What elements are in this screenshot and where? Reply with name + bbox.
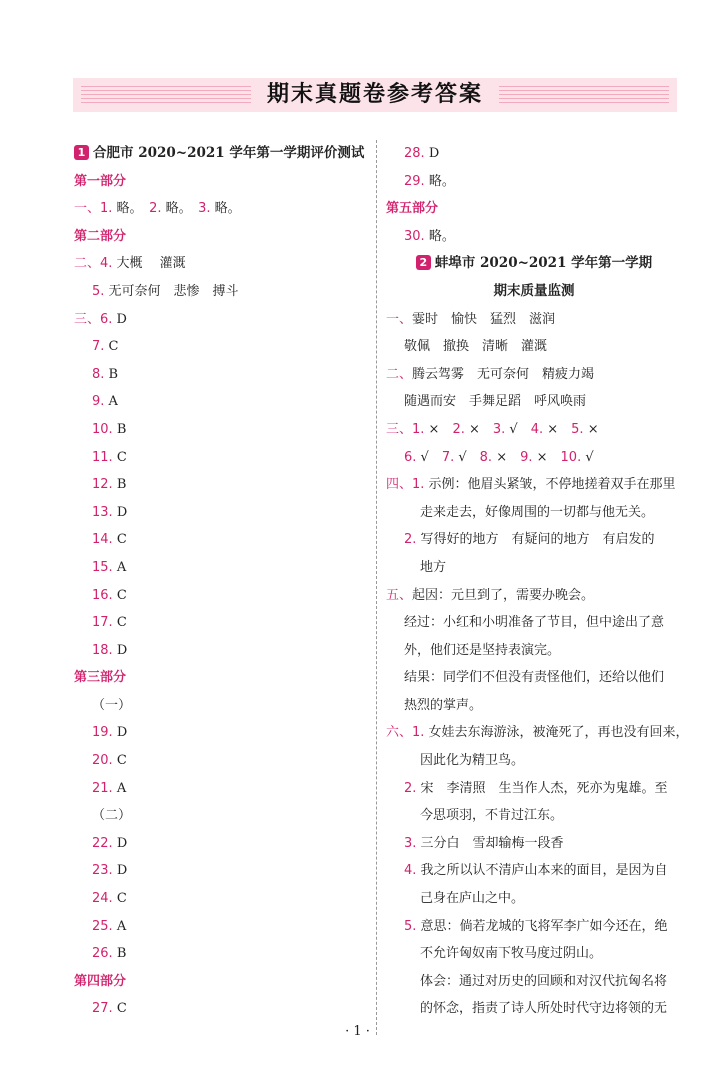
answer-text: A xyxy=(112,559,127,575)
question-number: 29. xyxy=(404,173,425,189)
answer-text: B xyxy=(112,421,127,437)
answer-text: √ xyxy=(505,421,531,437)
answer-text: C xyxy=(112,891,127,907)
section-prefix: 三、 xyxy=(386,421,413,437)
answer-text: 无可奈何 悲惨 搏斗 xyxy=(104,283,239,299)
answer-text: 霎时 愉快 猛烈 滋润 xyxy=(412,311,556,327)
answer-text: × xyxy=(583,421,599,437)
question-number: 18. xyxy=(92,642,113,658)
answer-line xyxy=(74,499,364,527)
answer-text: 宋 李清照 生当作人杰，死亦为鬼雄。至 xyxy=(416,780,668,796)
answer-text: D xyxy=(112,725,128,741)
answer-line xyxy=(386,940,682,968)
answer-line xyxy=(74,637,364,665)
answer-line xyxy=(74,333,364,361)
answer-line xyxy=(74,471,364,499)
answer-text: 走来走去，好像周围的一切都与他无关。 xyxy=(420,504,655,520)
question-number: 23. xyxy=(92,863,113,879)
exam-subheading: 期末质量监测 xyxy=(493,282,575,299)
question-number: 4. xyxy=(530,421,544,437)
exam-number-badge: 1 xyxy=(74,145,89,160)
answer-text: A xyxy=(104,394,118,410)
right-column xyxy=(386,140,689,1023)
exam-number-badge: 2 xyxy=(416,255,431,270)
answer-text: B xyxy=(112,946,127,962)
answer-text: D xyxy=(112,504,128,520)
answer-line xyxy=(386,857,682,885)
answer-line xyxy=(74,416,364,444)
answer-line xyxy=(74,582,364,610)
section-prefix: 一、 xyxy=(74,201,101,217)
section-prefix: 二、 xyxy=(386,366,413,382)
answer-text: × xyxy=(532,449,561,465)
answer-line xyxy=(74,719,364,747)
section-prefix: 二、 xyxy=(74,256,101,272)
question-number: 14. xyxy=(92,532,113,548)
question-number: 1. xyxy=(412,725,425,741)
answer-text: A xyxy=(112,780,127,796)
question-number: 1. xyxy=(412,477,425,493)
question-number: 6. xyxy=(404,449,417,465)
answer-line xyxy=(74,775,364,803)
answer-text: D xyxy=(112,642,128,658)
column-divider xyxy=(376,140,377,1035)
question-number: 2. xyxy=(452,421,465,437)
question-number: 8. xyxy=(92,366,105,382)
answer-line xyxy=(74,361,364,389)
answer-line xyxy=(386,361,682,389)
answer-text: 腾云驾雾 无可奈何 精疲力竭 xyxy=(412,366,595,382)
answer-text: × xyxy=(543,421,572,437)
question-number: 6. xyxy=(100,311,113,327)
answer-line xyxy=(74,692,364,720)
question-number: 19. xyxy=(92,725,113,741)
question-number: 11. xyxy=(92,449,113,465)
answer-line xyxy=(386,637,682,665)
answer-text: D xyxy=(112,863,128,879)
answer-line xyxy=(386,582,682,610)
question-number: 2. xyxy=(404,532,417,548)
question-number: 1. xyxy=(100,201,113,217)
answer-text: 略。 xyxy=(161,201,199,217)
question-number: 9. xyxy=(92,394,105,410)
question-number: 2. xyxy=(149,201,162,217)
answer-text: 敬佩 撤换 清晰 灌溉 xyxy=(404,339,548,355)
answer-text: 经过：小红和小明准备了节目，但中途出了意 xyxy=(404,615,665,631)
exam-heading: 蚌埠市 2020~2021 学年第一学期 xyxy=(434,255,653,272)
answer-line xyxy=(386,664,682,692)
question-number: 9. xyxy=(520,449,533,465)
answer-line xyxy=(386,168,682,196)
section-prefix: 四、 xyxy=(386,477,413,493)
answer-text: A xyxy=(112,918,127,934)
question-number: 27. xyxy=(92,1001,113,1017)
left-column xyxy=(74,140,364,1023)
question-number: 17. xyxy=(92,615,113,631)
answer-line xyxy=(386,499,682,527)
question-number: 13. xyxy=(92,504,113,520)
answer-line xyxy=(386,554,682,582)
answer-line xyxy=(386,609,682,637)
question-number: 7. xyxy=(441,449,455,465)
answer-text: √ xyxy=(454,449,480,465)
question-number: 15. xyxy=(92,559,113,575)
answer-text: C xyxy=(112,449,127,465)
question-number: 3. xyxy=(404,835,417,851)
answer-line xyxy=(386,913,682,941)
answer-text: 我之所以认不清庐山本来的面目，是因为自 xyxy=(416,863,668,879)
question-number: 24. xyxy=(92,891,113,907)
question-number: 3. xyxy=(198,201,211,217)
answer-text: 三分白 雪却输梅一段香 xyxy=(416,835,564,851)
answer-text: 随遇而安 手舞足蹈 呼风唤雨 xyxy=(404,394,587,410)
section-heading: 第二部分 xyxy=(74,228,127,244)
answer-line xyxy=(386,692,682,720)
answer-text: 外，他们还是坚持表演完。 xyxy=(404,642,561,658)
question-number: 16. xyxy=(92,587,113,603)
question-number: 4. xyxy=(100,256,113,272)
answer-line xyxy=(74,830,364,858)
answer-text: √ xyxy=(416,449,442,465)
question-number: 22. xyxy=(92,835,113,851)
answer-line xyxy=(74,250,364,278)
answer-text: 不允许匈奴南下牧马度过阴山。 xyxy=(420,946,603,962)
question-number: 4. xyxy=(404,863,417,879)
answer-text: 略。 xyxy=(112,201,150,217)
section-prefix: 一、 xyxy=(386,311,413,327)
answer-text: 的怀念，指责了诗人所处时代守边将领的无 xyxy=(420,1001,668,1017)
answer-text: 示例：他眉头紧皱，不停地搓着双手在那里 xyxy=(424,477,676,493)
section-prefix: 三、 xyxy=(74,311,101,327)
answer-line xyxy=(74,444,364,472)
answer-line xyxy=(74,995,364,1023)
answer-line xyxy=(386,526,682,554)
answer-line xyxy=(386,444,682,472)
question-number: 10. xyxy=(560,449,582,465)
answer-line xyxy=(386,140,682,168)
answer-line xyxy=(386,223,682,251)
section-heading: 第三部分 xyxy=(74,670,127,686)
answer-line xyxy=(386,830,682,858)
answer-line xyxy=(386,195,682,223)
answer-line xyxy=(74,195,364,223)
answer-text: 结果：同学们不但没有责怪他们，还给以他们 xyxy=(404,670,665,686)
answer-line xyxy=(74,968,364,996)
section-heading: 第五部分 xyxy=(386,201,439,217)
section-prefix: 五、 xyxy=(386,587,413,603)
answer-text: （二） xyxy=(92,808,132,824)
answer-line xyxy=(74,223,364,251)
page-number: · 1 · xyxy=(345,1024,370,1039)
answer-line xyxy=(386,719,689,747)
answer-text: D xyxy=(112,311,127,327)
answer-line xyxy=(386,306,682,334)
answer-text: C xyxy=(112,753,127,769)
answer-line xyxy=(74,168,364,196)
answer-line xyxy=(74,913,364,941)
section-heading: 第一部分 xyxy=(74,173,127,189)
answer-text: 写得好的地方 有疑问的地方 有启发的 xyxy=(416,532,655,548)
question-number: 28. xyxy=(404,146,425,161)
question-number: 30. xyxy=(404,228,425,244)
answer-line xyxy=(74,885,364,913)
answer-line xyxy=(74,857,364,885)
answer-line xyxy=(74,140,364,168)
answer-text: × xyxy=(424,421,453,437)
answer-text: （一） xyxy=(92,697,132,713)
question-number: 7. xyxy=(92,339,105,355)
answer-line xyxy=(386,471,682,499)
answer-text: 女娃去东海游泳，被淹死了，再也没有回来， xyxy=(424,725,689,741)
answer-text: 今思项羽，不肯过江东。 xyxy=(420,808,564,824)
question-number: 1. xyxy=(412,421,425,437)
answer-line xyxy=(386,416,682,444)
answer-text: 略。 xyxy=(210,201,241,217)
answer-line xyxy=(74,747,364,775)
question-number: 5. xyxy=(571,421,584,437)
answer-text: C xyxy=(112,532,127,548)
answer-line xyxy=(74,609,364,637)
answer-line xyxy=(386,968,682,996)
question-number: 5. xyxy=(92,283,105,299)
question-number: 12. xyxy=(92,477,113,493)
answer-text: C xyxy=(104,339,119,355)
question-number: 5. xyxy=(404,918,417,934)
answer-line xyxy=(74,940,364,968)
answer-line xyxy=(386,995,682,1023)
section-prefix: 六、 xyxy=(386,725,413,741)
answer-text: D xyxy=(424,146,440,161)
answer-line xyxy=(386,885,682,913)
answer-text: 略。 xyxy=(424,173,455,189)
answer-text: C xyxy=(112,587,127,603)
answer-text: B xyxy=(112,477,127,493)
answer-line xyxy=(386,775,682,803)
answer-line xyxy=(74,664,364,692)
question-number: 3. xyxy=(492,421,506,437)
answer-line xyxy=(74,306,364,334)
question-number: 10. xyxy=(92,421,113,437)
answer-text: × xyxy=(492,449,521,465)
answer-line xyxy=(386,333,682,361)
question-number: 26. xyxy=(92,946,113,962)
answer-line xyxy=(386,802,682,830)
question-number: 8. xyxy=(479,449,493,465)
answer-line xyxy=(74,278,364,306)
answer-text: C xyxy=(112,615,127,631)
answer-text: 大概 灌溉 xyxy=(112,256,186,272)
answer-text: 热烈的掌声。 xyxy=(404,697,483,713)
question-number: 25. xyxy=(92,918,113,934)
question-number: 21. xyxy=(92,780,113,796)
answer-text: 起因：元旦到了，需要办晚会。 xyxy=(412,587,595,603)
title-banner xyxy=(73,78,677,112)
answer-text: 己身在庐山之中。 xyxy=(420,891,525,907)
answer-line xyxy=(386,278,682,306)
answer-line xyxy=(74,802,364,830)
answer-line xyxy=(386,388,682,416)
question-number: 20. xyxy=(92,753,113,769)
answer-line xyxy=(386,747,682,775)
answer-line xyxy=(74,554,364,582)
question-number: 2. xyxy=(404,780,417,796)
answer-text: D xyxy=(112,835,128,851)
answer-text: 略。 xyxy=(424,228,455,244)
answer-line xyxy=(74,526,364,554)
answer-text: B xyxy=(104,366,119,382)
answer-text: 因此化为精卫鸟。 xyxy=(420,753,525,769)
answer-text: C xyxy=(112,1001,127,1017)
answer-text: √ xyxy=(581,449,594,465)
exam-heading: 合肥市 2020~2021 学年第一学期评价测试 xyxy=(93,145,365,161)
answer-text: × xyxy=(464,421,493,437)
answer-line xyxy=(386,250,682,278)
section-heading: 第四部分 xyxy=(74,973,127,989)
answer-text: 意思：倘若龙城的飞将军李广如今还在，绝 xyxy=(416,918,668,934)
page-title: 期末真题卷参考答案 xyxy=(73,78,677,112)
answer-text: 地方 xyxy=(420,559,447,575)
answer-line xyxy=(74,388,364,416)
answer-text: 体会：通过对历史的回顾和对汉代抗匈名将 xyxy=(420,973,668,989)
